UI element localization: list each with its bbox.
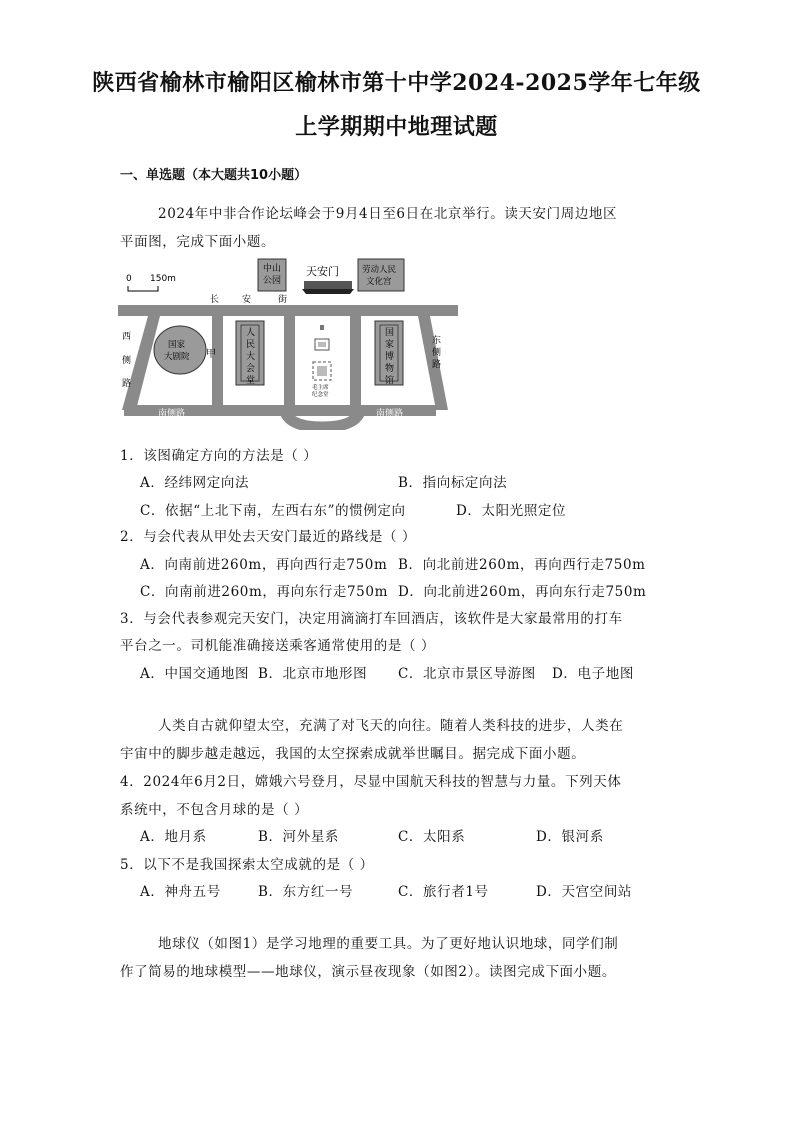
point-jia-label: 甲 <box>206 349 216 360</box>
hall-char-3: 大 <box>246 352 256 362</box>
museum-char-4: 物 <box>385 364 395 374</box>
q3-option-c: C．北京市景区导游图 <box>398 666 536 682</box>
group3-intro-line2: 作了简易的地球模型——地球仪，演示昼夜现象（如图2）。读图完成下面小题。 <box>120 964 616 980</box>
question-1: 1．该图确定方向的方法是（ ） <box>120 448 318 464</box>
scale-start: 0 <box>126 274 132 284</box>
question-4-line2: 系统中，不包含月球的是（ ） <box>120 802 309 818</box>
q4-option-c: C．太阳系 <box>398 829 466 845</box>
changan-char-2: 安 <box>242 295 252 305</box>
tiananmen-map <box>118 255 463 430</box>
q1-option-a: A．经纬网定向法 <box>140 475 250 491</box>
zhongshan-label-2: 公园 <box>263 276 282 286</box>
group2-intro-line2: 宇宙中的脚步越走越远，我国的太空探索成就举世瞩目。据完成下面小题。 <box>120 746 586 762</box>
q4-option-a: A．地月系 <box>140 829 207 845</box>
q4-option-d: D．银河系 <box>536 829 604 845</box>
changan-char-1: 长 <box>210 295 220 305</box>
q3-option-a: A．中国交通地图 <box>140 666 250 682</box>
national-theatre <box>154 326 206 374</box>
scale-bar <box>128 286 158 291</box>
hall-char-5: 堂 <box>246 376 256 386</box>
theatre-label-1: 国家 <box>168 340 186 350</box>
q2-option-a: A．向南前进260m，再向西行走750m <box>140 557 388 573</box>
document-title-line1: 陕西省榆林市榆阳区榆林市第十中学2024-2025学年七年级 <box>92 70 701 96</box>
q3-option-d: D．电子地图 <box>552 666 634 682</box>
museum-char-2: 家 <box>385 340 395 350</box>
q1-option-c: C．依据“上北下南，左西右东”的惯例定向 <box>140 503 406 519</box>
q5-option-d: D．天宫空间站 <box>536 884 633 900</box>
group3-intro <box>120 930 670 986</box>
question-3-line2: 平台之一。司机能准确接送乘客通常使用的是（ ） <box>120 638 436 654</box>
tiananmen-roof-icon <box>302 289 354 294</box>
tiananmen-label: 天安门 <box>306 265 339 278</box>
east-road-char-1: 东 <box>432 336 442 346</box>
q1-option-d: D．太阳光照定位 <box>456 503 567 519</box>
q4-option-b: B．河外星系 <box>258 829 340 845</box>
q5-option-a: A．神舟五号 <box>140 884 221 900</box>
south-road-west-label: 南侧路 <box>158 409 186 419</box>
q2-option-b: B．向北前进260m，再向西行走750m <box>398 557 646 573</box>
question-2: 2．与会代表从甲处去天安门最近的路线是（ ） <box>120 529 417 545</box>
museum-char-5: 馆 <box>385 376 395 386</box>
group2-intro-line1: 人类自古就仰望太空，充满了对飞天的向往。随着人类科技的进步，人类在 <box>158 718 624 734</box>
south-road-east-label: 南侧路 <box>376 409 404 419</box>
flag-marker <box>320 325 324 330</box>
section-heading: 一、单选题（本大题共10小题） <box>120 168 308 183</box>
document-title-line2: 上学期期中地理试题 <box>295 114 498 140</box>
west-road-char-3: 路 <box>122 379 132 389</box>
q5-option-b: B．东方红一号 <box>258 884 354 900</box>
hall-char-4: 会 <box>246 364 256 374</box>
memorial-label-2: 纪念堂 <box>312 392 329 398</box>
group1-intro-line2: 平面图，完成下面小题。 <box>120 234 276 250</box>
hall-char-2: 民 <box>246 340 256 350</box>
zhongshan-label-1: 中山 <box>263 264 282 274</box>
group2-intro <box>120 712 670 768</box>
group3-intro-line1: 地球仪（如图1）是学习地理的重要工具。为了更好地认识地球，同学们制 <box>158 936 619 952</box>
west-road-char-1: 西 <box>122 332 132 342</box>
question-3-line1: 3．与会代表参观完天安门，决定用滴滴打车回酒店，该软件是大家最常用的打车 <box>120 611 623 627</box>
q5-option-c: C．旅行者1号 <box>398 884 489 900</box>
q2-option-c: C．向南前进260m，再向东行走750m <box>140 584 388 600</box>
tiananmen-gate <box>304 281 352 289</box>
museum-char-1: 国 <box>385 328 395 338</box>
q1-option-b: B．指向标定向法 <box>398 475 508 491</box>
question-5: 5．以下不是我国探索太空成就的是（ ） <box>120 857 374 873</box>
question-4-line1: 4．2024年6月2日，嫦娥六号登月，尽显中国航天科技的智慧与力量。下列天体 <box>120 774 622 790</box>
theatre-label-2: 大剧院 <box>164 352 190 362</box>
west-road-char-2: 侧 <box>122 356 132 366</box>
east-road-char-2: 侧 <box>432 348 442 358</box>
workers-palace-label-1: 劳动人民 <box>362 265 397 275</box>
museum-char-3: 博 <box>385 352 395 362</box>
changan-char-3: 街 <box>278 295 288 305</box>
group1-intro-line1: 2024年中非合作论坛峰会于9月4日至6日在北京举行。读天安门周边地区 <box>158 206 618 222</box>
east-road-char-3: 路 <box>432 360 442 370</box>
hall-char-1: 人 <box>246 328 256 338</box>
group1-intro <box>120 200 670 256</box>
q3-option-b: B．北京市地形图 <box>258 666 368 682</box>
memorial-label-1: 毛主席 <box>312 385 329 391</box>
scale-end: 150m <box>150 274 176 284</box>
workers-palace-label-2: 文化宫 <box>366 277 392 287</box>
q2-option-d: D．向北前进260m，再向东行走750m <box>398 584 647 600</box>
